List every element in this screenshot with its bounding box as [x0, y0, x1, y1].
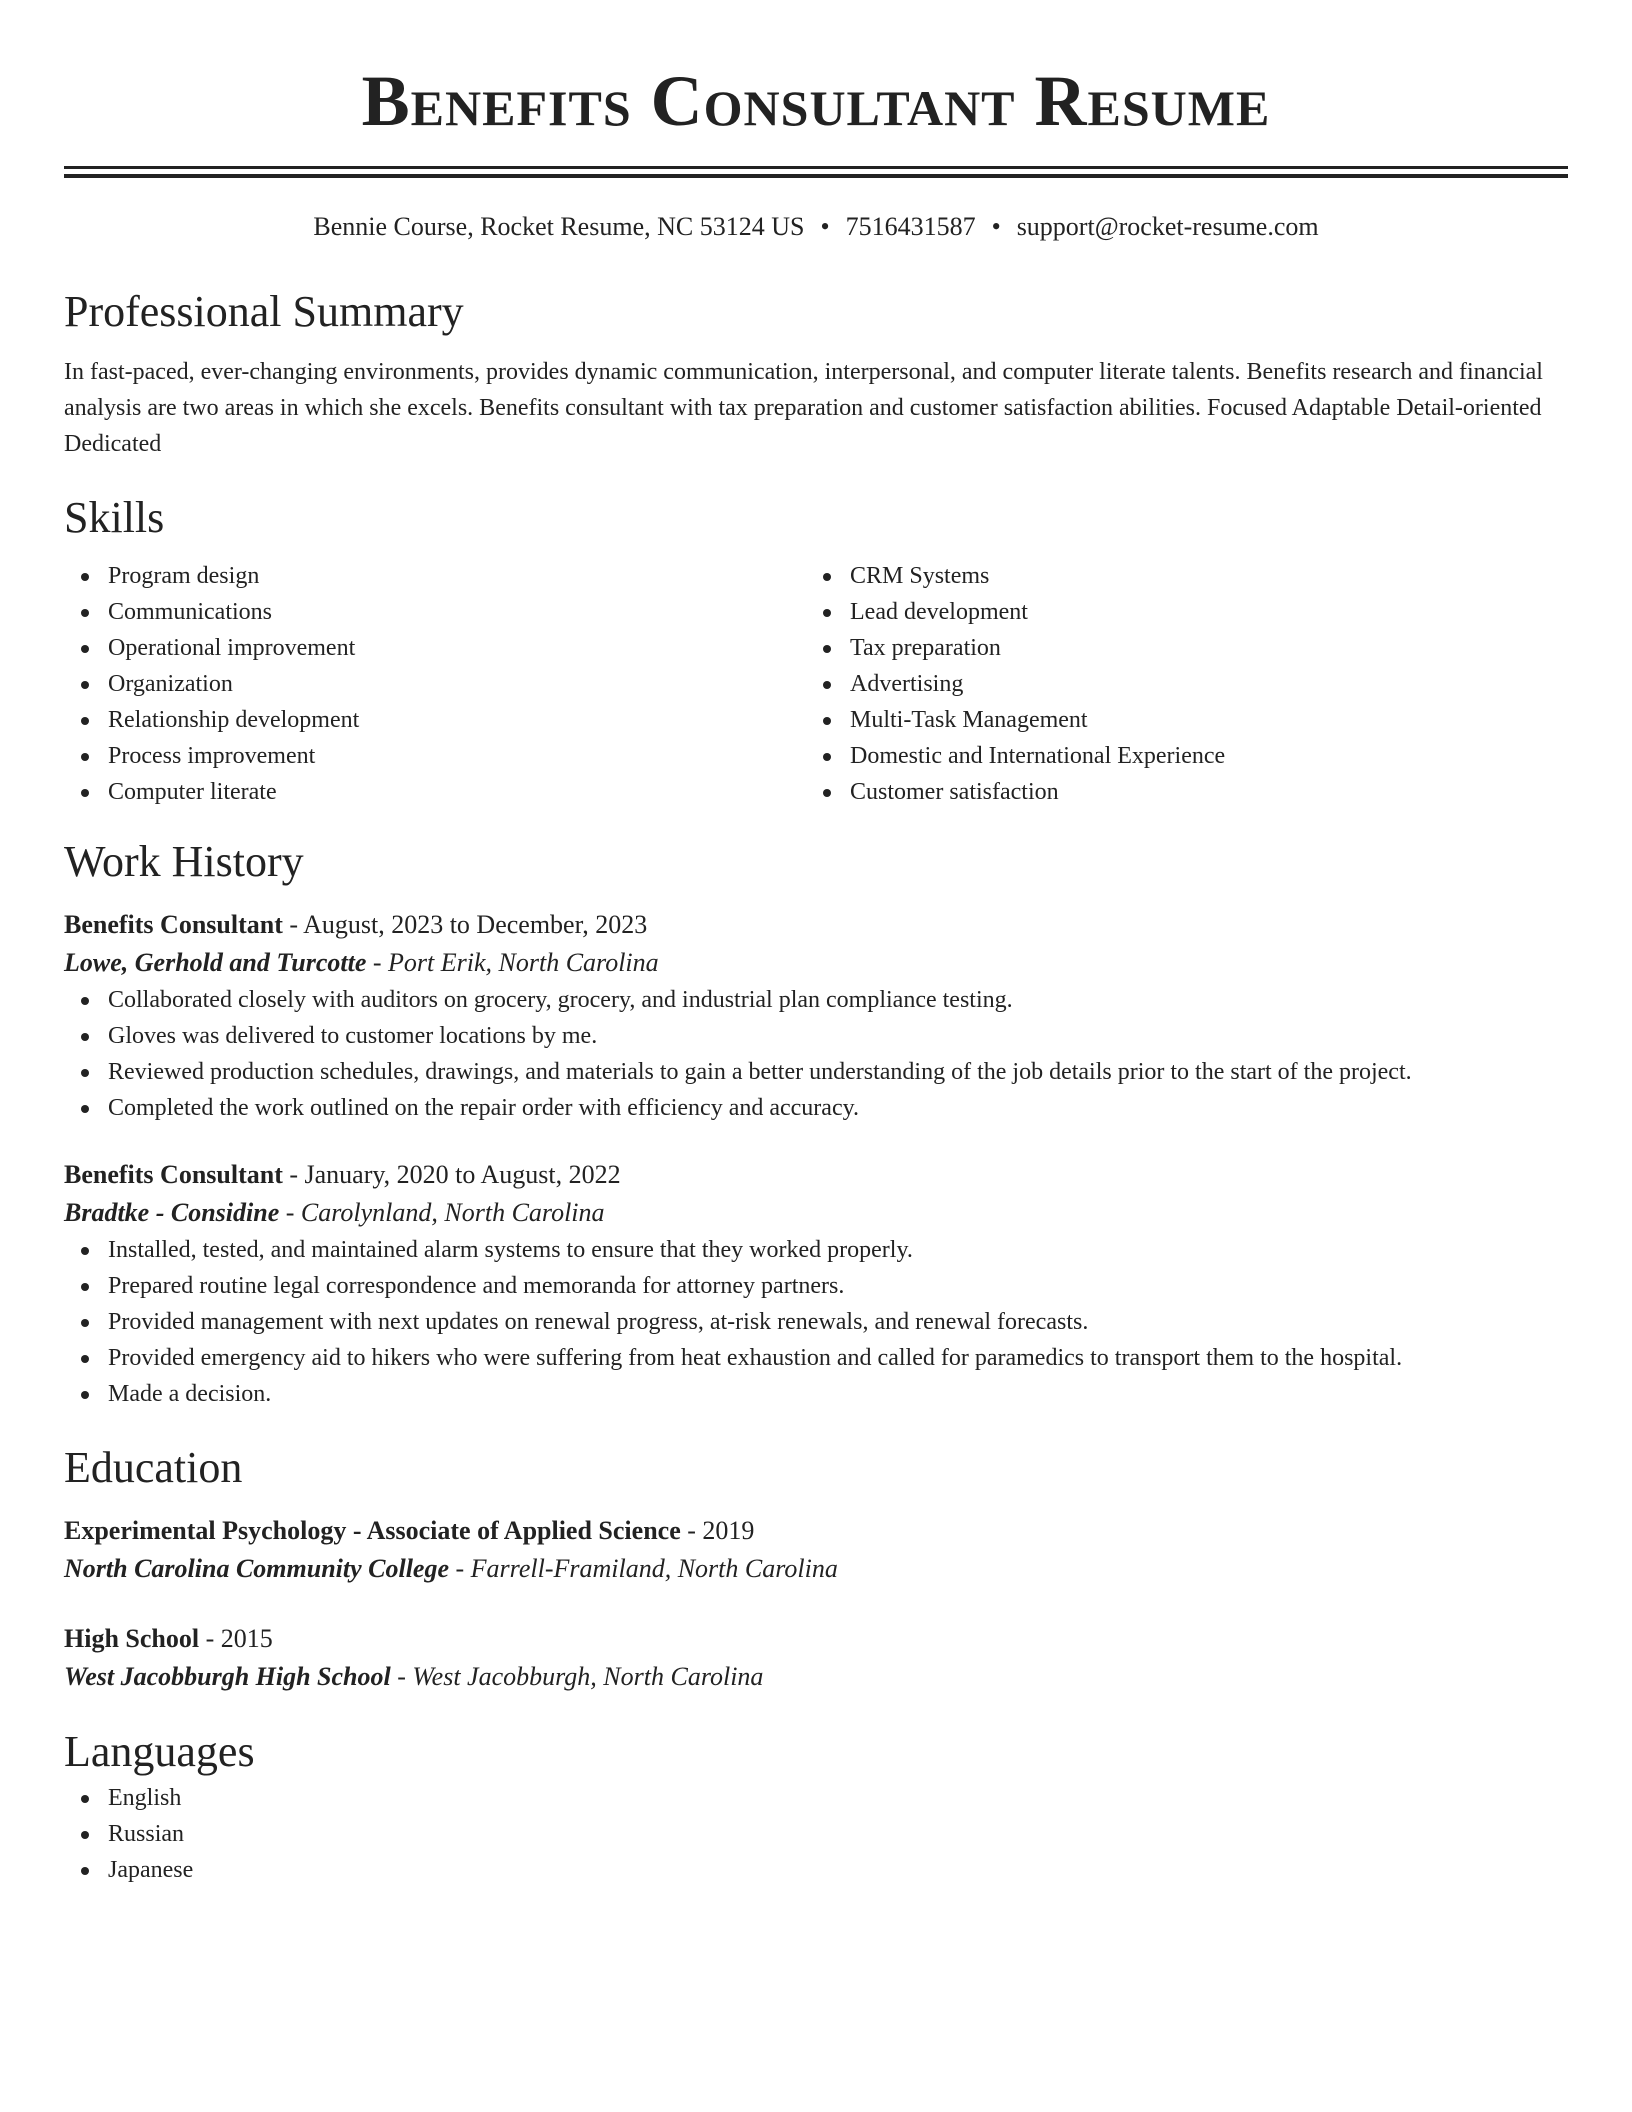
job-entry: [64, 906, 1568, 1126]
skill-item: Customer satisfaction: [850, 774, 1548, 810]
job-company-line: [64, 1194, 1568, 1232]
summary-heading: Professional Summary: [64, 287, 464, 336]
skill-item: CRM Systems: [850, 558, 1548, 594]
job-title-line: [64, 1156, 1568, 1194]
education-school-line: [64, 1550, 1568, 1588]
summary-text: In fast-paced, ever-changing environments, provides dynamic communication, interpersonal, and computer literate talents. Benefits research and financial analysis are two areas in which she excels. Benefits consultant with tax preparation and customer satisfaction abilities. Focused Adaptable Detail-oriented Dedicated: [64, 359, 1543, 457]
education-year: - 2019: [680, 1516, 755, 1545]
job-entry: [64, 1156, 1568, 1412]
education-degree-line: [64, 1512, 1568, 1550]
job-bullets: [64, 1232, 1568, 1412]
skills-heading: Skills: [64, 493, 165, 542]
contact-separator: •: [991, 212, 1001, 241]
education-entry: [64, 1620, 1568, 1696]
education-entry: [64, 1512, 1568, 1588]
education-degree-line: [64, 1620, 1568, 1658]
education-degree: High School: [64, 1624, 200, 1653]
contact-separator: •: [820, 212, 830, 241]
job-bullet: Made a decision.: [108, 1376, 1568, 1412]
skill-item: Multi-Task Management: [850, 702, 1548, 738]
education-school-line: [64, 1658, 1568, 1696]
skill-item: Relationship development: [108, 702, 806, 738]
skills-grid: [64, 558, 1568, 810]
job-bullet: Provided management with next updates on renewal progress, at-risk renewals, and renewal forecasts.: [108, 1304, 1568, 1340]
language-item: English: [108, 1780, 1568, 1816]
job-location: - Port Erik, North Carolina: [366, 948, 659, 977]
education-location: - Farrell-Framiland, North Carolina: [449, 1554, 838, 1583]
skill-item: Program design: [108, 558, 806, 594]
skill-item: Operational improvement: [108, 630, 806, 666]
resume-title: Benefits Consultant Resume: [361, 61, 1271, 141]
skill-item: Computer literate: [108, 774, 806, 810]
job-bullet: Prepared routine legal correspondence and memoranda for attorney partners.: [108, 1268, 1568, 1304]
skill-item: Communications: [108, 594, 806, 630]
title-divider-top: [64, 166, 1568, 169]
languages-heading: Languages: [64, 1727, 255, 1776]
job-bullet: Gloves was delivered to customer locations by me.: [108, 1018, 1568, 1054]
education-school: West Jacobburgh High School: [64, 1662, 391, 1691]
job-location: - Carolynland, North Carolina: [279, 1198, 605, 1227]
title-divider-bottom: [64, 174, 1568, 178]
skill-item: Tax preparation: [850, 630, 1548, 666]
education-degree: Experimental Psychology - Associate of Applied Science: [64, 1516, 681, 1545]
language-item: Japanese: [108, 1852, 1568, 1888]
contact-phone: 7516431587: [845, 212, 976, 241]
job-bullet: Installed, tested, and maintained alarm systems to ensure that they worked properly.: [108, 1232, 1568, 1268]
skill-item: Domestic and International Experience: [850, 738, 1548, 774]
job-dates: - August, 2023 to December, 2023: [282, 910, 648, 939]
skill-item: Process improvement: [108, 738, 806, 774]
job-title: Benefits Consultant: [64, 910, 283, 939]
skill-item: Organization: [108, 666, 806, 702]
contact-address: Bennie Course, Rocket Resume, NC 53124 US: [313, 212, 805, 241]
job-title: Benefits Consultant: [64, 1160, 283, 1189]
skills-column-right: [806, 558, 1548, 810]
education-school: North Carolina Community College: [64, 1554, 450, 1583]
contact-line: [64, 210, 1568, 244]
education-heading: Education: [64, 1443, 243, 1492]
work-history-heading: Work History: [64, 837, 304, 886]
skills-column-left: [64, 558, 806, 810]
job-bullet: Collaborated closely with auditors on grocery, grocery, and industrial plan compliance testing.: [108, 982, 1568, 1018]
contact-email: support@rocket-resume.com: [1016, 212, 1319, 241]
education-year: - 2015: [199, 1624, 273, 1653]
job-title-line: [64, 906, 1568, 944]
languages-list: [64, 1780, 1568, 1888]
job-bullet: Provided emergency aid to hikers who were suffering from heat exhaustion and called for paramedics to transport them to the hospital.: [108, 1340, 1568, 1376]
job-bullet: Completed the work outlined on the repair order with efficiency and accuracy.: [108, 1090, 1568, 1126]
job-dates: - January, 2020 to August, 2022: [282, 1160, 621, 1189]
skill-item: Lead development: [850, 594, 1548, 630]
skill-item: Advertising: [850, 666, 1548, 702]
job-company-line: [64, 944, 1568, 982]
job-company: Lowe, Gerhold and Turcotte: [64, 948, 367, 977]
job-company: Bradtke - Considine: [64, 1198, 280, 1227]
education-location: - West Jacobburgh, North Carolina: [390, 1662, 764, 1691]
language-item: Russian: [108, 1816, 1568, 1852]
job-bullets: [64, 982, 1568, 1126]
job-bullet: Reviewed production schedules, drawings, and materials to gain a better understanding of the job details prior to the start of the project.: [108, 1054, 1568, 1090]
